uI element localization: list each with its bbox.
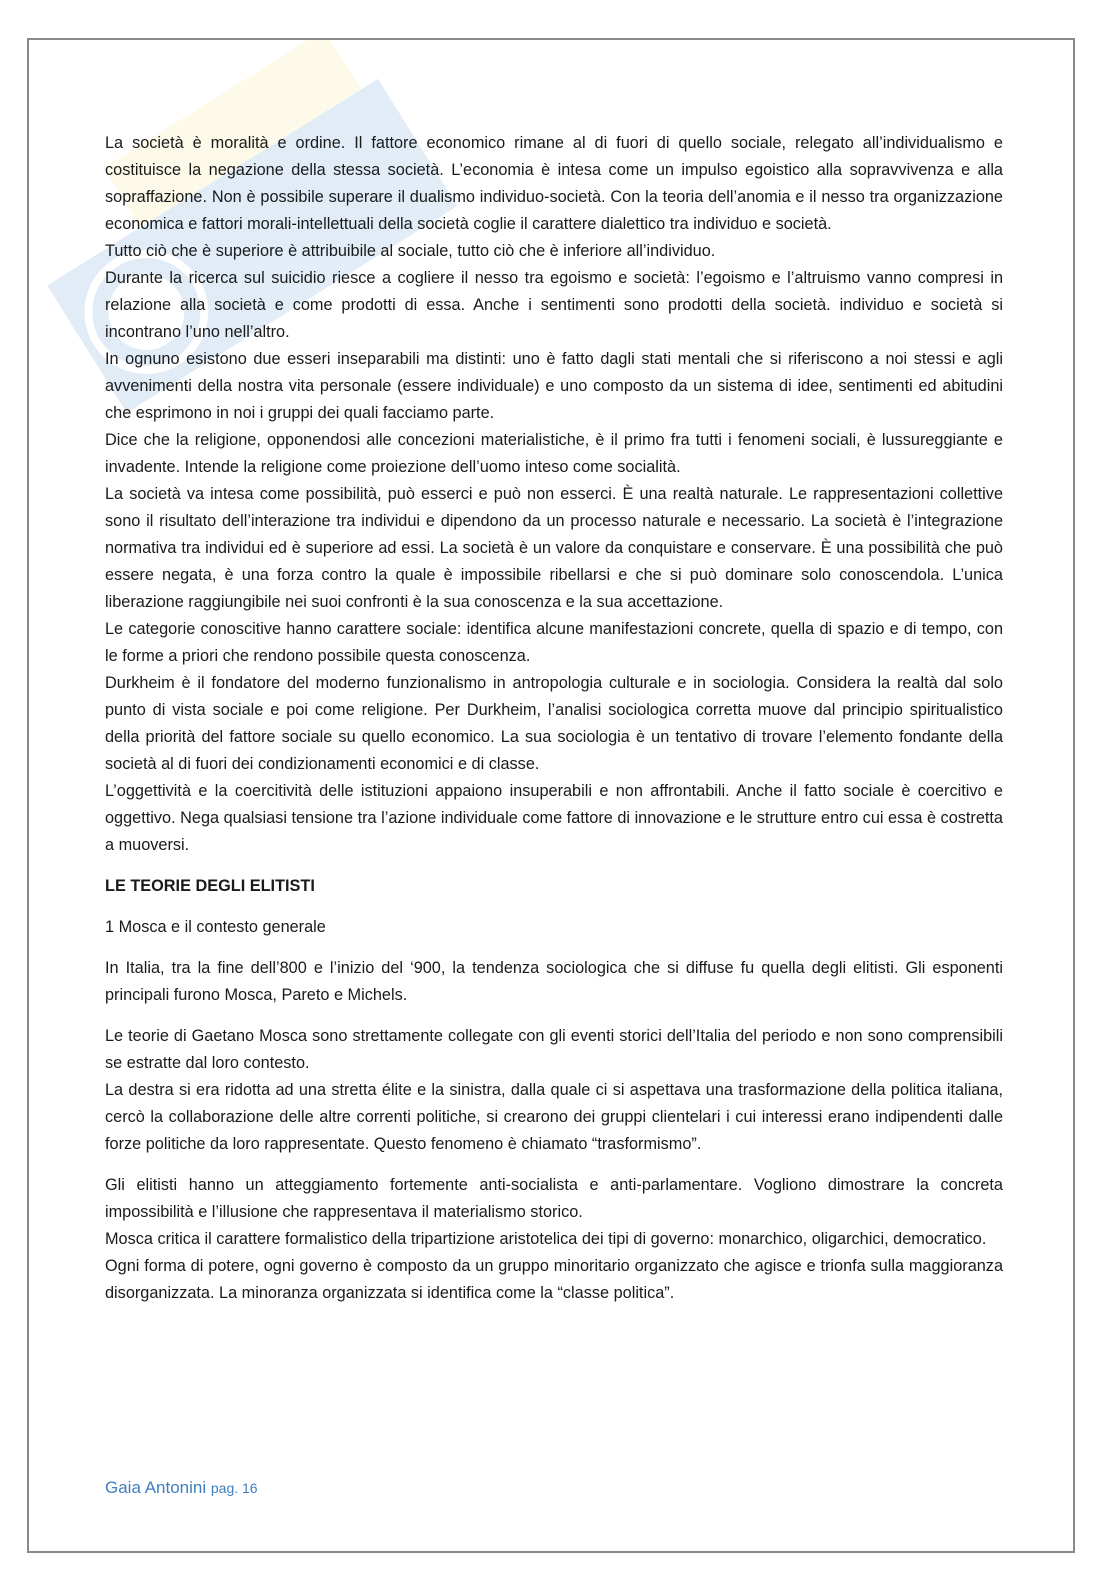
footer-author: Gaia Antonini bbox=[105, 1478, 207, 1497]
paragraph: Durkheim è il fondatore del moderno funzionalismo in antropologia culturale e in sociologia. Considera la realtà dal solo punto di vista sociale e poi come religione. Per Durkheim, l’analisi sociologica corretta muove dal principio spiritualistico della priorità del fattore sociale su quello economico. La sua sociologia è un tentativo di trovare l’elemento fondante della società al di fuori dei condizionamenti economici e di classe. bbox=[105, 674, 1003, 773]
paragraph: Durante la ricerca sul suicidio riesce a cogliere il nesso tra egoismo e società: l’egoismo e l’altruismo vanno compresi in relazione alla società e come prodotti di essa. Anche i sentimenti sono prodotti della società. individuo e società si incontrano l’uno nell’altro. bbox=[105, 269, 1003, 341]
section-mosca-context bbox=[105, 1023, 1003, 1158]
paragraph: Ogni forma di potere, ogni governo è composto da un gruppo minoritario organizzato che agisce e trionfa sulla maggioranza disorganizzata. La minoranza organizzata si identifica come la “classe politica”. bbox=[105, 1257, 1003, 1302]
paragraph: Le categorie conoscitive hanno carattere sociale: identifica alcune manifestazioni concrete, quella di spazio e di tempo, con le forme a priori che rendono possibile questa conoscenza. bbox=[105, 620, 1003, 665]
paragraph: Mosca critica il carattere formalistico della tripartizione aristotelica dei tipi di governo: monarchico, oligarchici, democratico. bbox=[105, 1230, 987, 1248]
section-heading: LE TEORIE DEGLI ELITISTI bbox=[105, 877, 315, 895]
document-body bbox=[105, 130, 1003, 1307]
paragraph: Le teorie di Gaetano Mosca sono strettamente collegate con gli eventi storici dell’Italia del periodo e non sono comprensibili se estratte dal loro contesto. bbox=[105, 1027, 1003, 1072]
paragraph: La destra si era ridotta ad una stretta élite e la sinistra, dalla quale ci si aspettava una trasformazione della politica italiana, cercò la collaborazione delle altre correnti politiche, si crearono dei gruppi clientelari i cui interessi erano indipendenti dalle forze politiche da loro rappresentate. Questo fenomeno è chiamato “trasformismo”. bbox=[105, 1081, 1003, 1153]
subsection-heading: 1 Mosca e il contesto generale bbox=[105, 918, 326, 936]
paragraph: In ognuno esistono due esseri inseparabili ma distinti: uno è fatto dagli stati mentali che si riferiscono a noi stessi e agli avvenimenti della nostra vita personale (essere individuale) e uno composto da un sistema di idee, sentimenti ed abitudini che esprimono in noi i gruppi dei quali facciamo parte. bbox=[105, 350, 1003, 422]
paragraph: Tutto ciò che è superiore è attribuibile al sociale, tutto ciò che è inferiore all’individuo. bbox=[105, 242, 716, 260]
section-intro bbox=[105, 955, 1003, 1009]
paragraph: La società è moralità e ordine. Il fattore economico rimane al di fuori di quello sociale, relegato all’individualismo e costituisce la negazione della stessa società. L’economia è intesa come un impulso egoistico alla sopravvivenza e alla sopraffazione. Non è possibile superare il dualismo individuo-società. Con la teoria dell’anomia e il nesso tra organizzazione economica e fattori morali-intellettuali della società coglie il carattere dialettico tra individuo e società. bbox=[105, 134, 1003, 233]
paragraph: L’oggettività e la coercitività delle istituzioni appaiono insuperabili e non affrontabili. Anche il fatto sociale è coercitivo e oggettivo. Nega qualsiasi tensione tra l’azione individuale come fattore di innovazione e le strutture entro cui essa è costretta a muoversi. bbox=[105, 782, 1003, 854]
footer-page-number: pag. 16 bbox=[210, 1480, 258, 1496]
page-footer bbox=[105, 1478, 258, 1498]
paragraph: Gli elitisti hanno un atteggiamento fortemente anti-socialista e anti-parlamentare. Vogliono dimostrare la concreta impossibilità e l’illusione che rappresentava il materialismo storico. bbox=[105, 1176, 1003, 1221]
paragraph: Dice che la religione, opponendosi alle concezioni materialistiche, è il primo fra tutti i fenomeni sociali, è lussureggiante e invadente. Intende la religione come proiezione dell’uomo inteso come socialità. bbox=[105, 431, 1003, 476]
section-durkheim bbox=[105, 130, 1003, 859]
paragraph: In Italia, tra la fine dell’800 e l’inizio del ‘900, la tendenza sociologica che si diffuse fu quella degli elitisti. Gli esponenti principali furono Mosca, Pareto e Michels. bbox=[105, 959, 1003, 1004]
paragraph: La società va intesa come possibilità, può esserci e può non esserci. È una realtà naturale. Le rappresentazioni collettive sono il risultato dell’interazione tra individui e dipendono da un processo naturale e necessario. La società è l’integrazione normativa tra individui ed è superiore ad essi. La società è un valore da conquistare e conservare. È una possibilità che può essere negata, è una forza contro la quale è impossibile ribellarsi e che si può dominare solo conoscendola. L’unica liberazione raggiungibile nei suoi confronti è la sua conoscenza e la sua accettazione. bbox=[105, 485, 1003, 611]
section-elitists bbox=[105, 1172, 1003, 1307]
